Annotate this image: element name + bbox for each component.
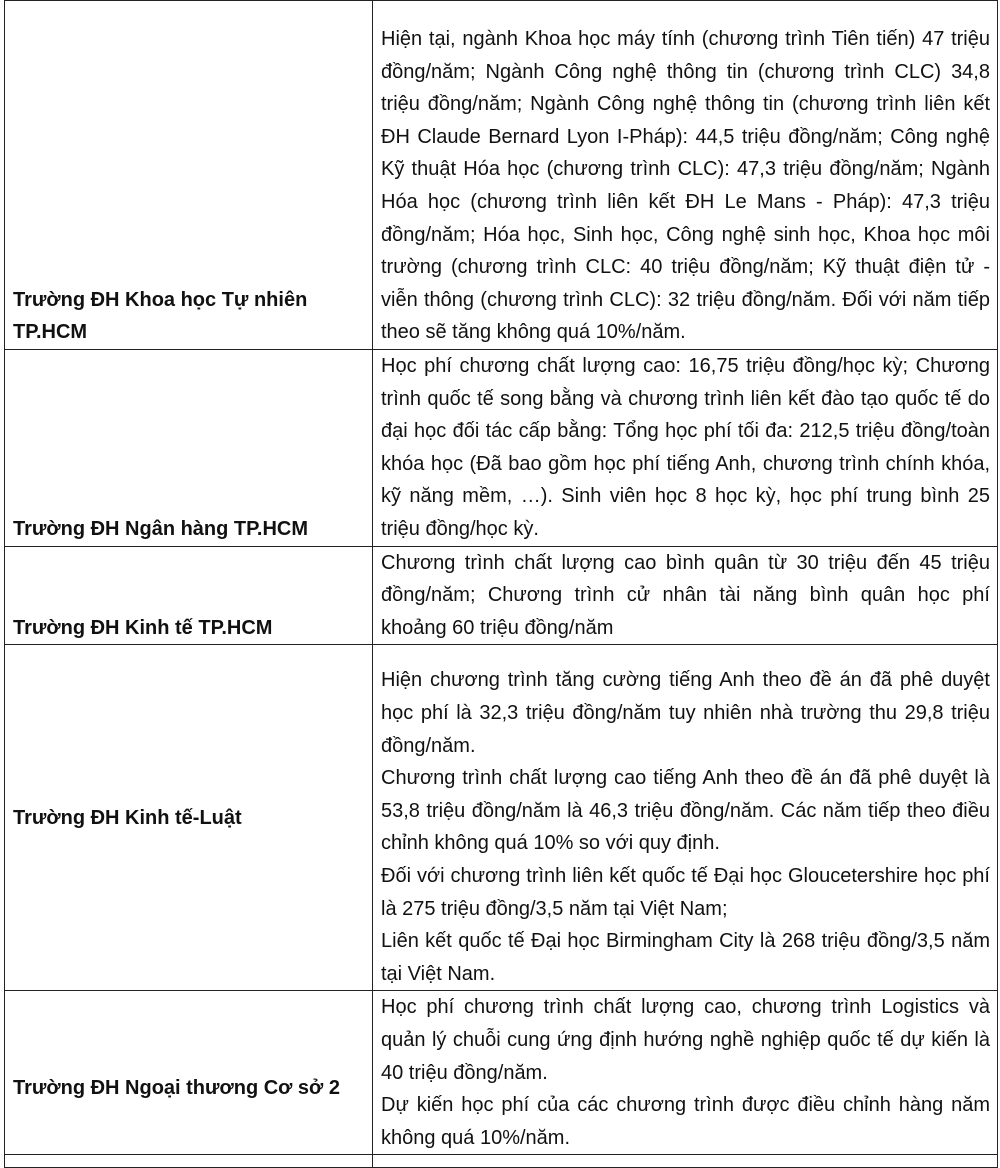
table-row [5,991,998,1155]
tuition-detail-cell [373,1,998,350]
school-name-cell: Trường ĐH Kinh tế-Luật [5,645,373,991]
tuition-detail-text: Đối với chương trình liên kết quốc tế Đại học Gloucetershire học phí là 275 triệu đồng/3,5 năm tại Việt Nam; [381,864,990,920]
tuition-detail-cell [373,546,998,645]
cropped-cell [5,1155,373,1168]
table-row [5,1,998,350]
tuition-detail-text: Liên kết quốc tế Đại học Birmingham City là 268 triệu đồng/3,5 năm tại Việt Nam. [381,930,990,985]
tuition-detail-text: Hiện chương trình tăng cường tiếng Anh theo đề án đã phê duyệt học phí là 32,3 triệu đồng/năm tuy nhiên nhà trường thu 29,8 triệu đồng/năm. [381,669,990,757]
school-name-cell: Trường ĐH Ngân hàng TP.HCM [5,350,373,547]
table-row [5,546,998,645]
table-row [5,645,998,991]
tuition-detail-text: Học phí chương trình chất lượng cao, chương trình Logistics và quản lý chuỗi cung ứng định hướng nghề nghiệp quốc tế dự kiến là 40 triệu đồng/năm. [381,996,990,1084]
tuition-detail-cell [373,645,998,991]
school-name-cell: Trường ĐH Khoa học Tự nhiên TP.HCM [5,1,373,350]
table-row [5,1155,998,1168]
school-name-cell: Trường ĐH Ngoại thương Cơ sở 2 [5,991,373,1155]
tuition-detail-text: Học phí chương chất lượng cao: 16,75 triệu đồng/học kỳ; Chương trình quốc tế song bằng và chương trình liên kết đào tạo quốc tế do đại học đối tác cấp bằng: Tổng học phí tối đa: 212,5 triệu đồng/toàn khóa học (Đã bao gồm học phí tiếng Anh, chương trình chính khóa, kỹ năng mềm, …). Sinh viên học 8 học kỳ, học phí trung bình 25 triệu đồng/học kỳ. [381,355,990,540]
table-row [5,350,998,547]
tuition-detail-text: Chương trình chất lượng cao bình quân từ 30 triệu đến 45 triệu đồng/năm; Chương trình cử nhân tài năng bình quân học phí khoảng 60 triệu đồng/năm [381,551,990,639]
tuition-detail-text: Hiện tại, ngành Khoa học máy tính (chương trình Tiên tiến) 47 triệu đồng/năm; Ngành Công nghệ thông tin (chương trình CLC) 34,8 triệu đồng/năm; Ngành Công nghệ thông tin (chương trình liên kết ĐH Claude Bernard Lyon I-Pháp): 44,5 triệu đồng/năm; Công nghệ Kỹ thuật Hóa học (chương trình CLC): 47,3 triệu đồng/năm; Ngành Hóa học (chương trình liên kết ĐH Le Mans - Pháp): 47,3 triệu đồng/năm; Hóa học, Sinh học, Công nghệ sinh học, Khoa học môi trường (chương trình CLC: 40 triệu đồng/năm; Kỹ thuật điện tử - viễn thông (chương trình CLC): 32 triệu đồng/năm. Đối với năm tiếp theo sẽ tăng không quá 10%/năm. [381,28,990,344]
tuition-detail-cell [373,991,998,1155]
tuition-fee-table [4,0,998,1168]
tuition-detail-text: Dự kiến học phí của các chương trình được điều chỉnh hàng năm không quá 10%/năm. [381,1094,990,1149]
school-name-cell: Trường ĐH Kinh tế TP.HCM [5,546,373,645]
tuition-detail-cell [373,350,998,547]
cropped-cell [373,1155,998,1168]
tuition-detail-text: Chương trình chất lượng cao tiếng Anh theo đề án đã phê duyệt là 53,8 triệu đồng/năm là 46,3 triệu đồng/năm. Các năm tiếp theo điều chỉnh không quá 10% so với quy định. [381,767,990,855]
